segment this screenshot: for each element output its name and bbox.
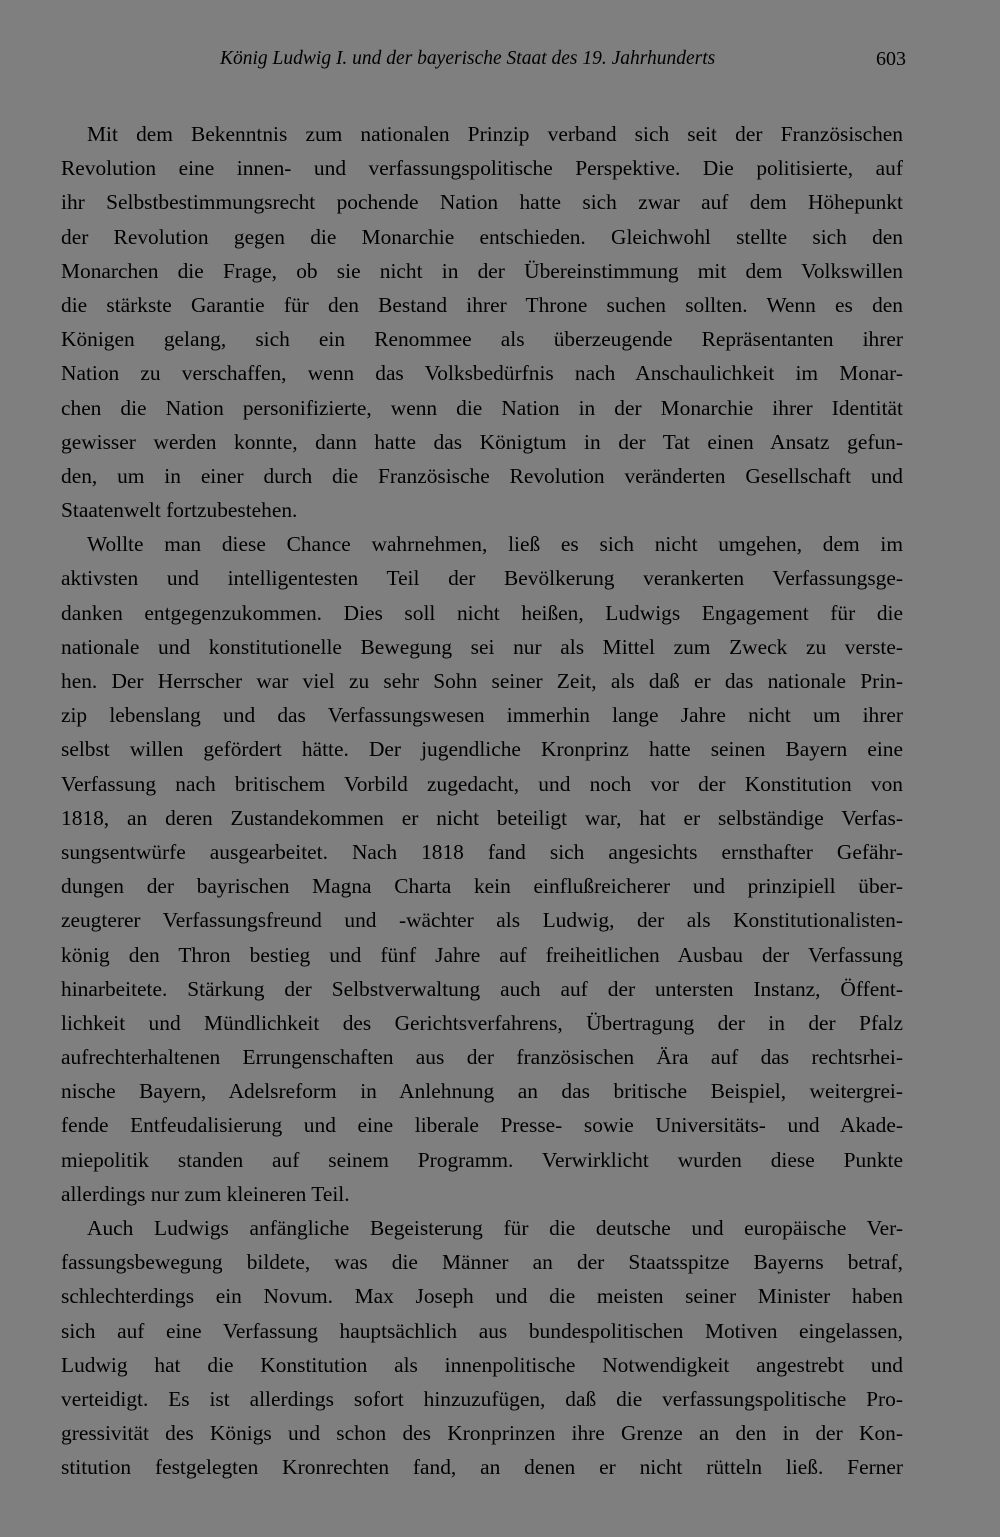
text-line: hen. Der Herrscher war viel zu sehr Sohn seiner Zeit, als daß er das nationale Prin- bbox=[61, 669, 903, 693]
text-line: sich auf eine Verfassung hauptsächlich aus bundespolitischen Motiven eingelassen, bbox=[61, 1318, 903, 1343]
text-line: Nation zu verschaffen, wenn das Volksbedürfnis nach Anschaulichkeit im Monar- bbox=[61, 361, 903, 386]
body-text bbox=[61, 117, 903, 1485]
text-line: stitution festgelegten Kronrechten fand, an denen er nicht rütteln ließ. Ferner bbox=[61, 1455, 903, 1480]
text-line: Mit dem Bekenntnis zum nationalen Prinzip verband sich seit der Französischen bbox=[87, 122, 903, 146]
text-line: chen die Nation personifizierte, wenn die Nation in der Monarchie ihrer Identität bbox=[61, 395, 903, 420]
text-line: ihr Selbstbestimmungsrecht pochende Nation hatte sich zwar auf dem Höhepunkt bbox=[61, 190, 903, 215]
text-line: Wollte man diese Chance wahrnehmen, ließ es sich nicht umgehen, dem im bbox=[87, 532, 903, 557]
running-head bbox=[60, 48, 906, 78]
text-line: miepolitik standen auf seinem Programm. Verwirklicht wurden diese Punkte bbox=[61, 1147, 903, 1172]
text-line: Ludwig hat die Konstitution als innenpolitische Notwendigkeit angestrebt und bbox=[61, 1352, 903, 1377]
text-line: zip lebenslang und das Verfassungswesen immerhin lange Jahre nicht um ihrer bbox=[61, 703, 903, 728]
text-line: lichkeit und Mündlichkeit des Gerichtsverfahrens, Übertragung der in der Pfalz bbox=[61, 1010, 903, 1035]
text-line: Auch Ludwigs anfängliche Begeisterung für die deutsche und europäische Ver- bbox=[87, 1216, 903, 1240]
text-line: sungsentwürfe ausgearbeitet. Nach 1818 fand sich angesichts ernsthafter Gefähr- bbox=[61, 839, 903, 864]
text-line: gewisser werden konnte, dann hatte das Königtum in der Tat einen Ansatz gefun- bbox=[61, 429, 903, 454]
text-line: dungen der bayrischen Magna Charta kein einflußreicherer und prinzipiell über- bbox=[61, 874, 903, 899]
text-line: könig den Thron bestieg und fünf Jahre auf freiheitlichen Ausbau der Verfassung bbox=[61, 942, 903, 967]
text-line: aktivsten und intelligentesten Teil der Bevölkerung verankerten Verfassungsge- bbox=[61, 566, 903, 591]
text-line: nische Bayern, Adelsreform in Anlehnung an das britische Beispiel, weitergrei- bbox=[61, 1079, 903, 1104]
text-line: allerdings nur zum kleineren Teil. bbox=[61, 1181, 350, 1206]
text-line: danken entgegenzukommen. Dies soll nicht heißen, Ludwigs Engagement für die bbox=[61, 600, 903, 625]
text-line: den, um in einer durch die Französische Revolution veränderten Gesellschaft und bbox=[61, 463, 903, 488]
text-line: Königen gelang, sich ein Renommee als überzeugende Repräsentanten ihrer bbox=[61, 327, 903, 352]
text-line: fassungsbewegung bildete, was die Männer an der Staatsspitze Bayerns betraf, bbox=[61, 1250, 903, 1275]
text-line: Staatenwelt fortzubestehen. bbox=[61, 498, 298, 523]
text-line: die stärkste Garantie für den Bestand ihrer Throne suchen sollten. Wenn es den bbox=[61, 292, 903, 317]
text-line: selbst willen gefördert hätte. Der jugendliche Kronprinz hatte seinen Bayern eine bbox=[61, 737, 903, 762]
text-line: schlechterdings ein Novum. Max Joseph und die meisten seiner Minister haben bbox=[61, 1284, 903, 1309]
text-line: zeugterer Verfassungsfreund und -wächter als Ludwig, der als Konstitutionalisten- bbox=[61, 908, 903, 933]
text-line: verteidigt. Es ist allerdings sofort hinzuzufügen, daß die verfassungspolitische Pro- bbox=[61, 1386, 903, 1411]
text-line: aufrechterhaltenen Errungenschaften aus der französischen Ära auf das rechtsrhei- bbox=[61, 1045, 903, 1070]
text-line: nationale und konstitutionelle Bewegung sei nur als Mittel zum Zweck zu verste- bbox=[61, 634, 903, 659]
page-number: 603 bbox=[876, 48, 906, 70]
text-line: fende Entfeudalisierung und eine liberale Presse- sowie Universitäts- und Akade- bbox=[61, 1113, 903, 1138]
text-line: Monarchen die Frage, ob sie nicht in der Übereinstimmung mit dem Volkswillen bbox=[61, 258, 903, 283]
text-line: Revolution eine innen- und verfassungspolitische Perspektive. Die politisierte, auf bbox=[61, 156, 903, 181]
text-line: gressivität des Königs und schon des Kronprinzen ihre Grenze an den in der Kon- bbox=[61, 1421, 903, 1446]
running-title: König Ludwig I. und der bayerische Staat des 19. Jahrhunderts bbox=[220, 48, 716, 69]
text-line: 1818, an deren Zustandekommen er nicht beteiligt war, hat er selbständige Verfas- bbox=[61, 805, 903, 830]
text-line: der Revolution gegen die Monarchie entschieden. Gleichwohl stellte sich den bbox=[61, 224, 903, 249]
text-line: Verfassung nach britischem Vorbild zugedacht, und noch vor der Konstitution von bbox=[61, 771, 903, 796]
text-line: hinarbeitete. Stärkung der Selbstverwaltung auch auf der untersten Instanz, Öffent- bbox=[61, 976, 903, 1001]
